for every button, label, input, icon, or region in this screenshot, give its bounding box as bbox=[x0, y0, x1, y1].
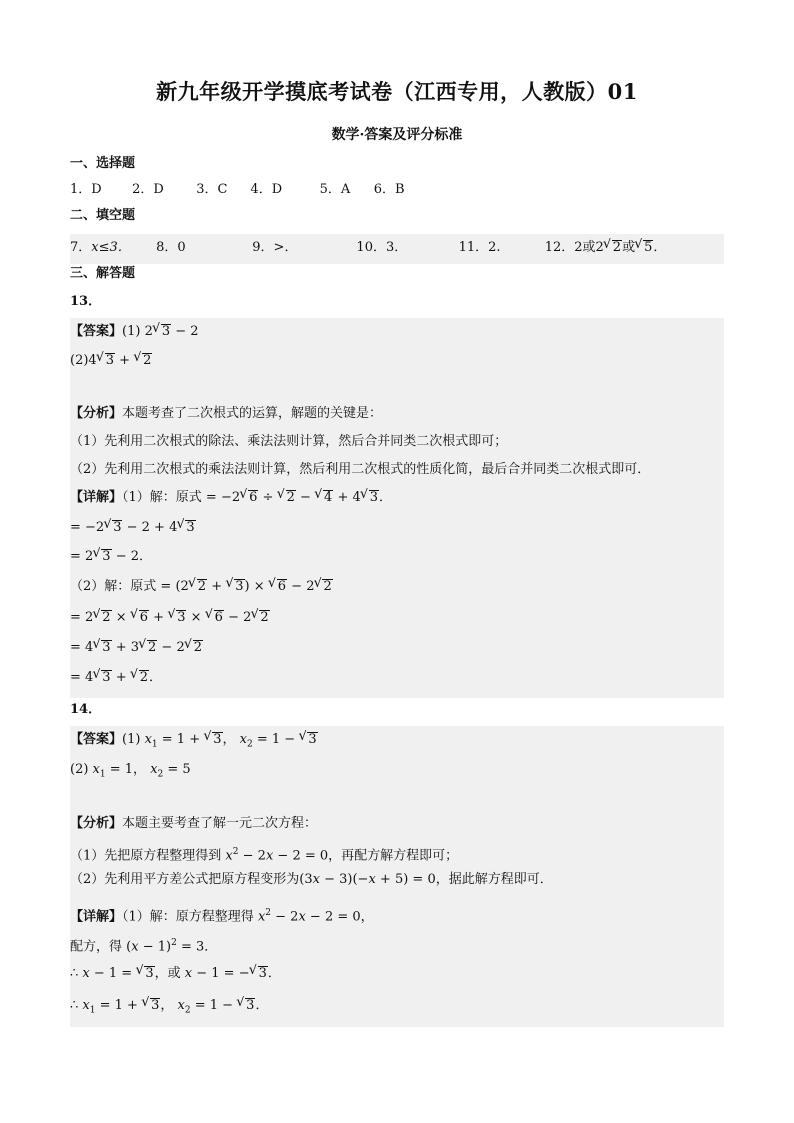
choice-answer-3: 3．C bbox=[196, 182, 228, 197]
q13-step-1: = −2√ 3 − 2 + 4√ 3 bbox=[70, 518, 724, 538]
fill-answer-12: 12．2或2√ 2或√ 5． bbox=[545, 238, 667, 258]
q14-number: 14． bbox=[70, 702, 102, 717]
choice-answer-4: 4．D bbox=[250, 182, 283, 197]
q13-detail-1: 【详解】（1）解：原式 = −2√ 6 ÷ √ 2 − √ 4 + 4√ 3． bbox=[70, 488, 724, 508]
section-fill-heading: 二、填空题 bbox=[70, 208, 136, 223]
fill-answer-7: 7．x≤3． bbox=[70, 240, 131, 255]
q13-analysis-1: （1）先利用二次根式的除法、乘法法则计算，然后合并同类二次根式即可； bbox=[70, 434, 508, 449]
fill-answers bbox=[70, 238, 724, 258]
q13-analysis: 【分析】本题考查了二次根式的运算，解题的关键是： bbox=[70, 406, 383, 421]
q13-answer-2: (2)4√ 3 + √ 2 bbox=[70, 351, 724, 371]
q13-step-2: = 2√ 3 − 2． bbox=[70, 547, 724, 567]
q14-step-3: ∴ $x_1 = 1$ + √ 3， $x_2 = 1$ − √ 3． bbox=[70, 996, 724, 1021]
q13-step-4: = 4√ 3 + 3√ 2 − 2√ 2 bbox=[70, 638, 724, 658]
section-solve-heading: 三、解答题 bbox=[70, 266, 136, 281]
page-subtitle: 数学·答案及评分标准 bbox=[331, 127, 463, 143]
q13-detail-2: （2）解：原式 = (2√ 2 + √ 3) × √ 6 − 2√ 2 bbox=[70, 577, 724, 597]
choice-answers bbox=[70, 180, 724, 200]
choice-answer-5: 5．A bbox=[319, 182, 351, 197]
q13-step-3: = 2√ 2 × √ 6 + √ 3 × √ 6 − 2√ 2 bbox=[70, 608, 724, 628]
q14-analysis-1: （1）先把原方程整理得到 $x^2 - 2x - 2 = 0$，再配方解方程即可； bbox=[70, 847, 459, 864]
q14-detail-1: 【详解】（1）解：原方程整理得 $x^2 - 2x - 2 = 0$， bbox=[70, 908, 374, 925]
fill-answer-8: 8．0 bbox=[156, 240, 186, 255]
choice-answer-6: 6．B bbox=[373, 182, 405, 197]
q14-step-2: ∴ x − 1 = √ 3，或 x − 1 = −√ 3． bbox=[70, 964, 724, 984]
page-title: 新九年级开学摸底考试卷（江西专用，人教版）01 bbox=[156, 79, 638, 104]
q14-step-1: 配方，得 $(x - 1)^2 = 3$． bbox=[70, 938, 218, 955]
choice-answer-2: 2．D bbox=[132, 182, 164, 197]
q14-answer-2: (2) $x_1 = 1$， $x_2 = 5$ bbox=[70, 762, 191, 780]
q13-number: 13． bbox=[70, 294, 102, 309]
fill-answer-9: 9．>． bbox=[252, 240, 298, 255]
section-choice-heading: 一、选择题 bbox=[70, 156, 136, 171]
q14-analysis-2: （2）先利用平方差公式把原方程变形为(3x − 3)(−x + 5) = 0，据此解方程即可． bbox=[70, 872, 553, 887]
q14-analysis: 【分析】本题主要考查了解一元二次方程： bbox=[70, 816, 318, 831]
fill-answer-10: 10．3． bbox=[356, 240, 408, 255]
q14-answer-1: 【答案】(1) $x_1 = 1$ + √ 3， $x_2 = 1$ − √ 3 bbox=[70, 730, 724, 755]
choice-answer-1: 1．D bbox=[70, 182, 102, 197]
q13-analysis-2: （2）先利用二次根式的乘法法则计算，然后利用二次根式的性质化简，最后合并同类二次根式即可． bbox=[70, 462, 651, 477]
q13-step-5: = 4√ 3 + √ 2． bbox=[70, 668, 724, 688]
fill-answer-11: 11．2. bbox=[458, 240, 501, 255]
q13-answer-1: 【答案】(1) 2√ 3 − 2 bbox=[70, 322, 724, 342]
